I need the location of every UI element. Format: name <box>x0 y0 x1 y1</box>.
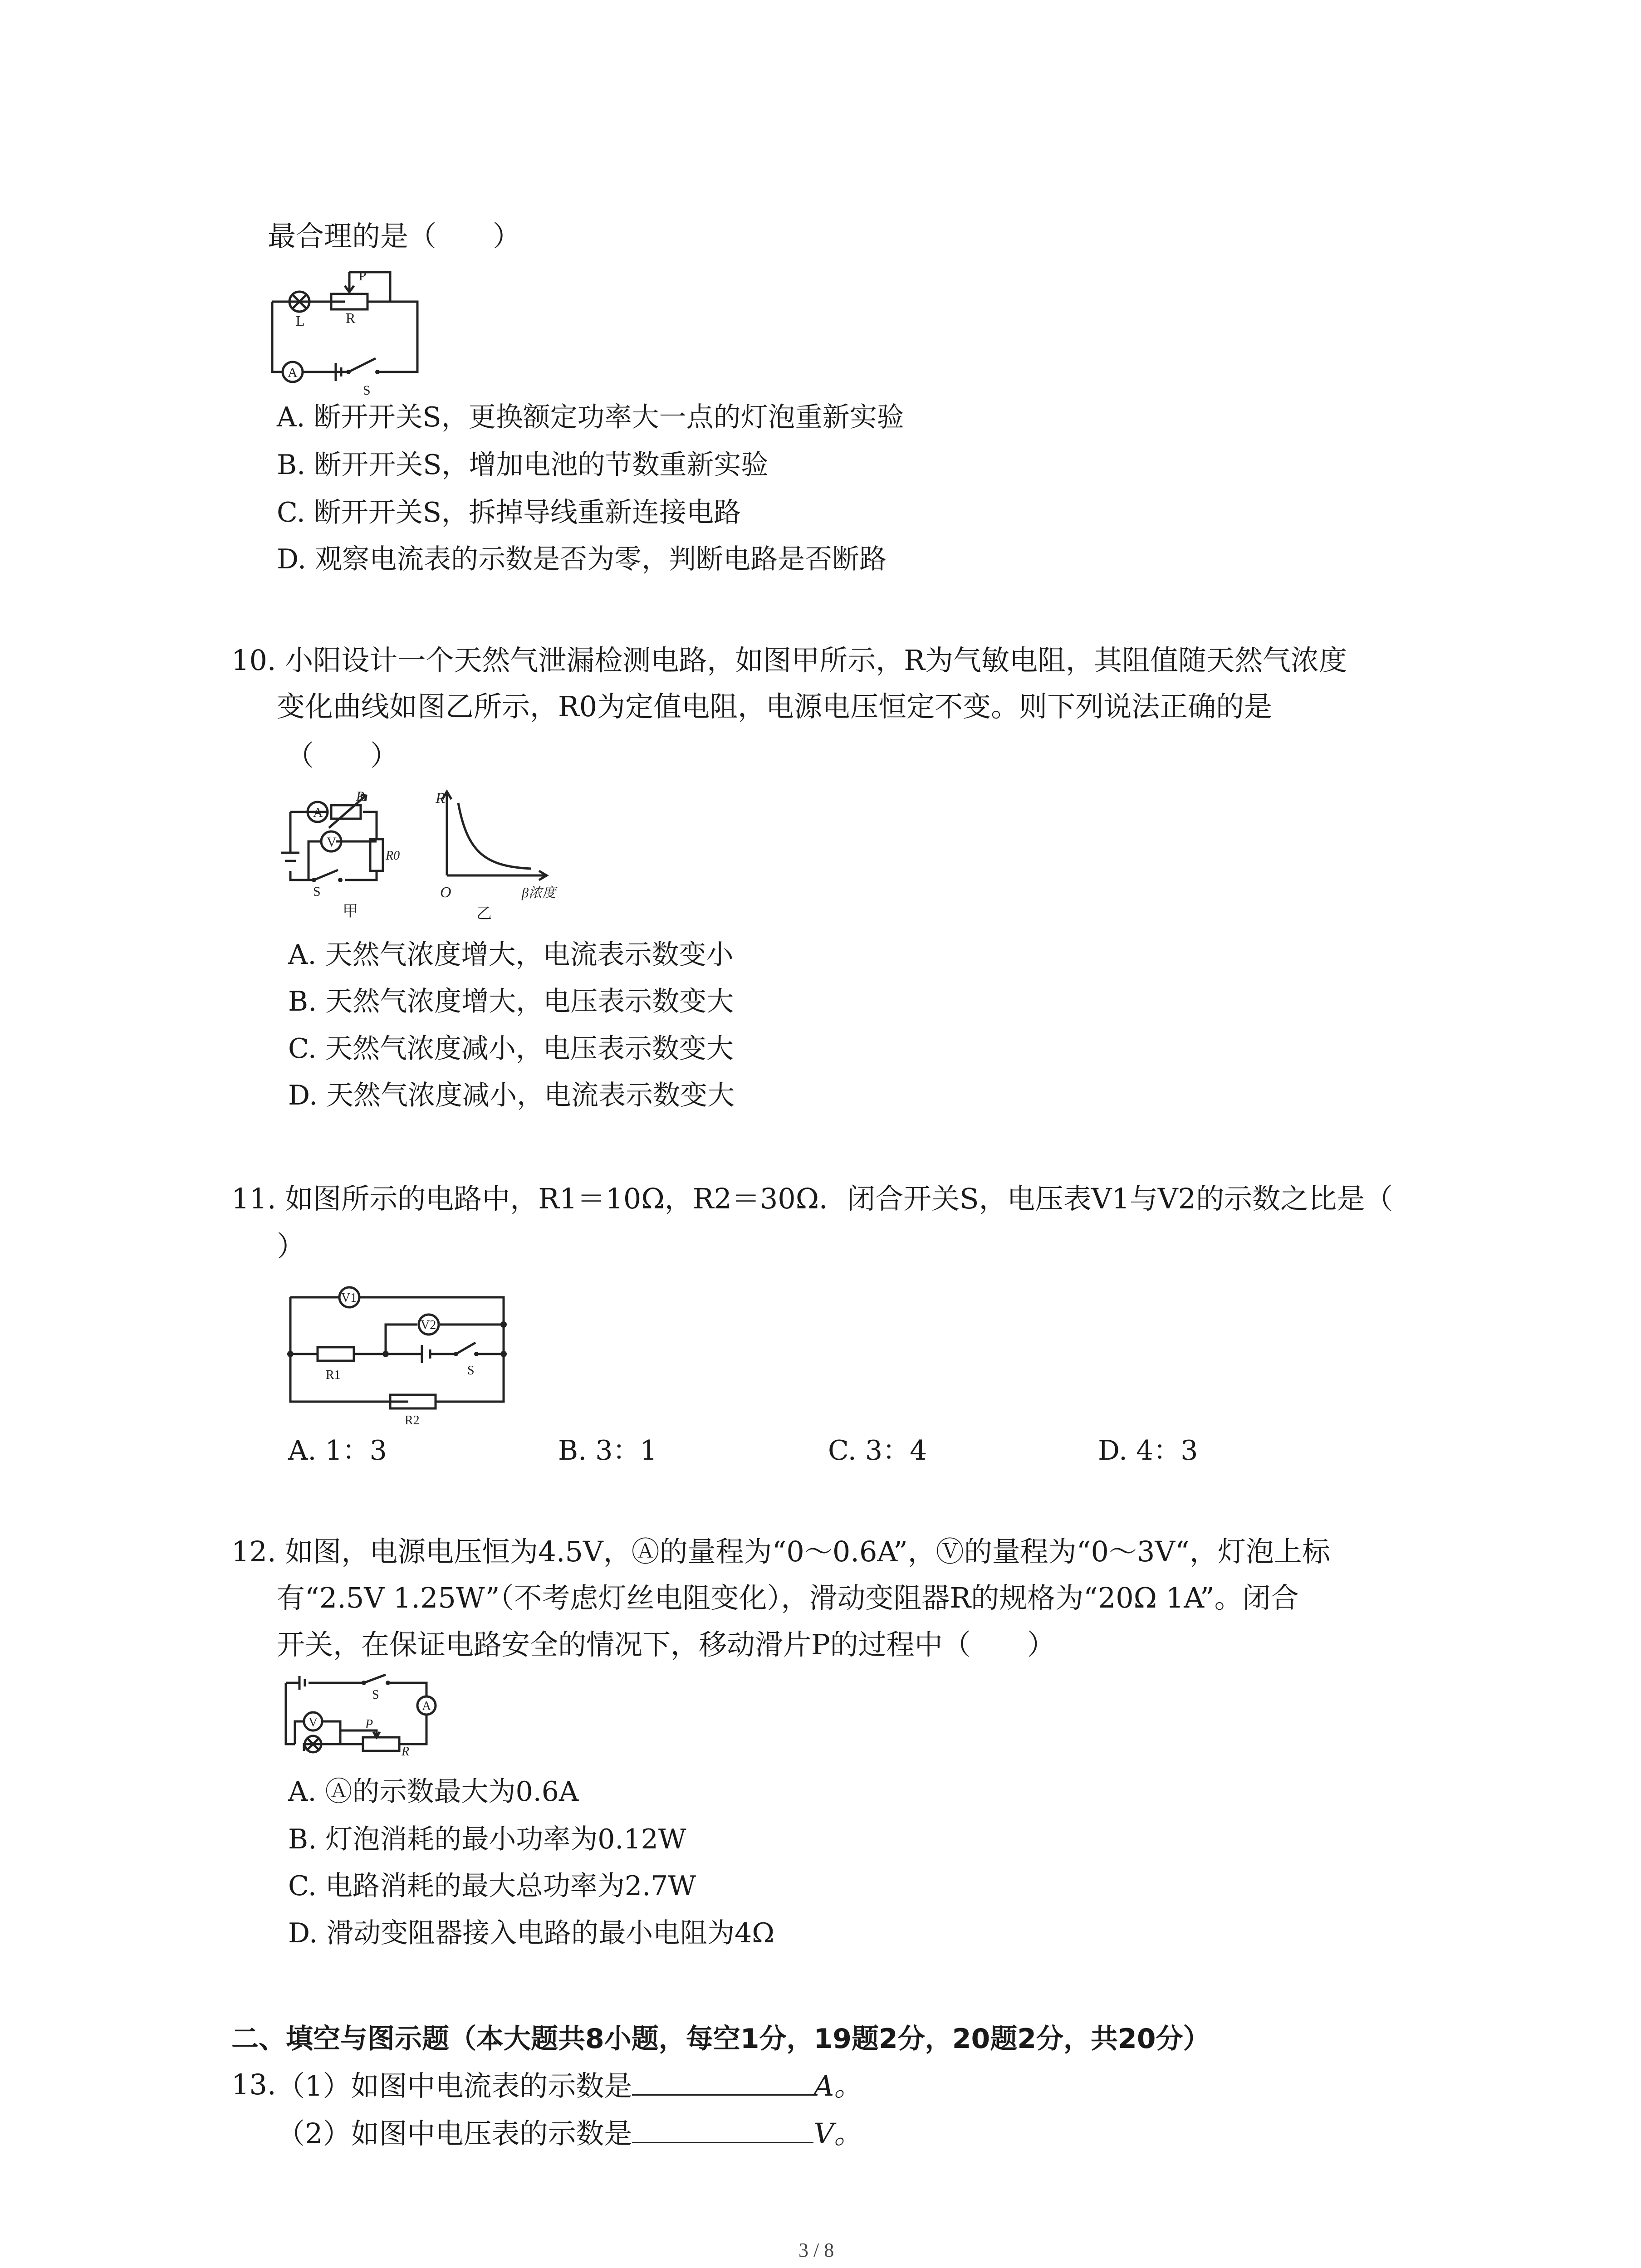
q9-circuit-figure <box>268 263 431 398</box>
ammeter-label: A <box>422 1699 431 1713</box>
q13-part2 <box>277 2118 862 2148</box>
voltmeter-label: V <box>327 835 337 850</box>
q13-part2-prefix: （2）如图中电压表的示数是 <box>277 2117 632 2150</box>
ammeter-label: A <box>313 805 323 820</box>
label-l: L <box>296 313 305 329</box>
q10-stem-line2: 变化曲线如图乙所示，R0为定值电阻，电源电压恒定不变。则下列说法正确的是 <box>277 690 1273 723</box>
v2-label: V2 <box>421 1318 436 1332</box>
r1-label: R1 <box>326 1368 341 1382</box>
q9-stem-tail: 最合理的是（ ） <box>268 220 521 253</box>
label-s: S <box>363 383 371 398</box>
q12-stem-line1: 12. 如图，电源电压恒为4.5V，Ⓐ的量程为“0～0.6A”，Ⓥ的量程为“0～3V“，灯泡上标 <box>231 1535 1330 1568</box>
ammeter-label: A <box>288 365 298 380</box>
label-yi: 乙 <box>476 905 492 922</box>
q11-stem-line2: ） <box>277 1230 305 1263</box>
s-label: S <box>372 1688 379 1702</box>
graph-y-label: R <box>436 790 445 807</box>
q10-option-d[interactable]: D. 天然气浓度减小，电流表示数变大 <box>288 1080 735 1111</box>
q11-option-d[interactable]: D. 4：3 <box>1098 1435 1198 1466</box>
label-r0: R0 <box>386 849 400 863</box>
label-p: P <box>358 267 367 284</box>
q13-part1-prefix: （1）如图中电流表的示数是 <box>277 2069 632 2102</box>
q9-option-c[interactable]: C. 断开开关S，拆掉导线重新连接电路 <box>277 497 741 528</box>
q11-option-a[interactable]: A. 1：3 <box>288 1435 387 1466</box>
q9-option-b[interactable]: B. 断开开关S，增加电池的节数重新实验 <box>277 449 769 481</box>
s-label: S <box>467 1364 475 1378</box>
q13-part1-blank[interactable] <box>632 2071 813 2096</box>
q13-part1-unit: A。 <box>813 2069 862 2102</box>
q10-stem-line1: 10. 小阳设计一个天然气泄漏检测电路，如图甲所示，R为气敏电阻，其阻值随天然气浓度 <box>231 644 1347 677</box>
q11-option-b[interactable]: B. 3：1 <box>558 1435 657 1466</box>
q12-option-a[interactable]: A. Ⓐ的示数最大为0.6A <box>288 1776 579 1808</box>
q9-option-a[interactable]: A. 断开开关S，更换额定功率大一点的灯泡重新实验 <box>277 401 904 433</box>
q11-circuit-figure <box>286 1279 522 1427</box>
page-number: 3 / 8 <box>798 2239 834 2261</box>
q10-option-b[interactable]: B. 天然气浓度增大，电压表示数变大 <box>288 986 734 1017</box>
q12-option-c[interactable]: C. 电路消耗的最大总功率为2.7W <box>288 1870 696 1902</box>
graph-x-label: β浓度 <box>522 885 556 900</box>
q12-option-d[interactable]: D. 滑动变阻器接入电路的最小电阻为4Ω <box>288 1917 775 1949</box>
q13-part1 <box>277 2071 862 2100</box>
q10-answer-paren: （ ） <box>286 739 399 772</box>
q9-option-d[interactable]: D. 观察电流表的示数是否为零，判断电路是否断路 <box>277 543 887 575</box>
q12-option-b[interactable]: B. 灯泡消耗的最小功率为0.12W <box>288 1823 686 1855</box>
graph-origin: O <box>440 884 451 901</box>
label-s: S <box>313 884 321 899</box>
q13-number: 13. <box>231 2068 276 2101</box>
section-heading: 二、填空与图示题（本大题共8小题，每空1分，19题2分，20题2分，共20分） <box>231 2023 1210 2055</box>
p-label: P <box>365 1717 373 1731</box>
q11-option-c[interactable]: C. 3：4 <box>828 1435 927 1466</box>
q10-graph-yi <box>436 785 572 921</box>
q11-stem-line1: 11. 如图所示的电路中，R1＝10Ω，R2＝30Ω．闭合开关S，电压表V1与V2的示数之比是（ <box>231 1182 1393 1215</box>
q10-option-c[interactable]: C. 天然气浓度减小，电压表示数变大 <box>288 1033 734 1065</box>
q12-stem-line2: 有“2.5V 1.25W”（不考虑灯丝电阻变化），滑动变阻器R的规格为“20Ω 1A”。闭合 <box>277 1581 1299 1614</box>
label-jia: 甲 <box>343 903 358 920</box>
q13-part2-blank[interactable] <box>632 2118 813 2143</box>
r2-label: R2 <box>405 1413 420 1427</box>
r-label: R <box>402 1745 410 1759</box>
q12-circuit-figure <box>281 1674 463 1759</box>
v1-label: V1 <box>341 1291 357 1305</box>
q10-circuit-figure-jia <box>281 785 426 920</box>
q13-part2-unit: V。 <box>813 2117 862 2150</box>
label-r: R <box>356 789 365 804</box>
q12-stem-line3: 开关，在保证电路安全的情况下，移动滑片P的过程中（ ） <box>277 1628 1055 1661</box>
voltmeter-label: V <box>309 1716 318 1730</box>
label-r: R <box>346 310 356 326</box>
q10-option-a[interactable]: A. 天然气浓度增大，电流表示数变小 <box>288 939 734 971</box>
